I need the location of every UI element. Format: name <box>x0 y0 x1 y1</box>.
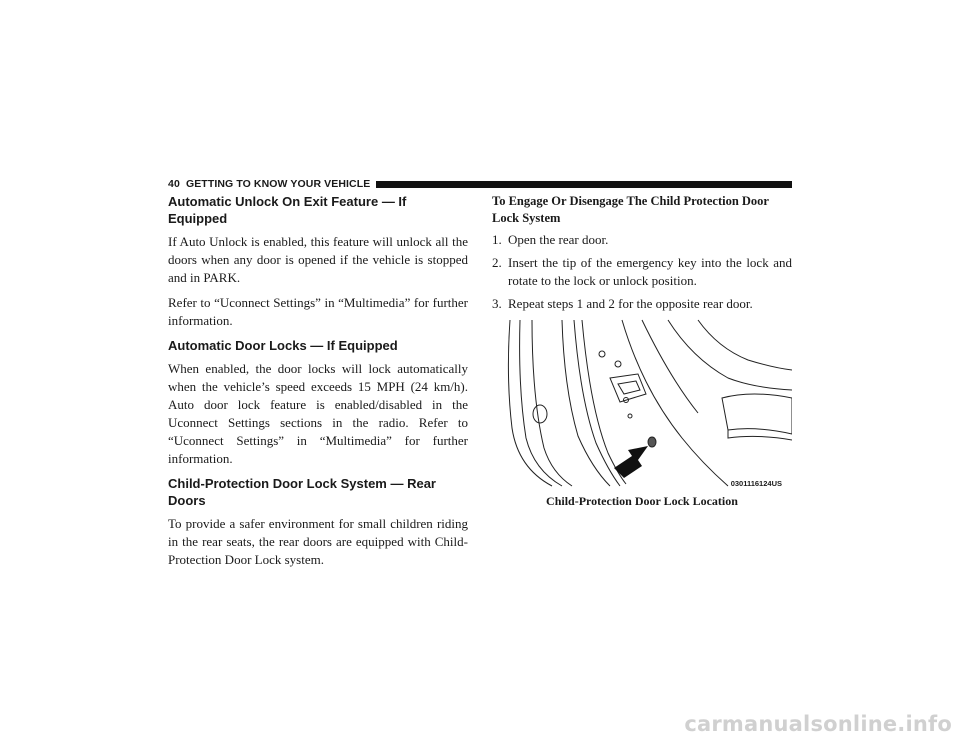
step-number: 2. <box>492 255 502 270</box>
section-title: GETTING TO KNOW YOUR VEHICLE <box>185 178 371 190</box>
heading-auto-door-locks: Automatic Door Locks — If Equipped <box>168 338 398 353</box>
page-number: 40 <box>168 178 180 190</box>
heading-auto-unlock: Automatic Unlock On Exit Feature — If Equipped <box>168 194 407 226</box>
step-text: Open the rear door. <box>508 232 609 247</box>
step-item <box>492 231 792 249</box>
door-jamb-line-drawing <box>492 318 792 490</box>
door-lock-illustration <box>492 318 792 490</box>
left-column <box>168 193 468 576</box>
watermark: carmanualsonline.info <box>684 712 952 736</box>
right-column <box>492 193 792 509</box>
heading-child-protection: Child-Protection Door Lock System — Rear Doors <box>168 476 436 508</box>
paragraph: Refer to “Uconnect Settings” in “Multimedia” for further information. <box>168 295 468 328</box>
header-title <box>168 178 370 190</box>
procedure-subheading: To Engage Or Disengage The Child Protection Door Lock System <box>492 194 769 225</box>
figure-code: 0301116124US <box>730 479 782 488</box>
paragraph: When enabled, the door locks will lock automatically when the vehicle’s speed exceeds 15 MPH (24 km/h). Auto door lock feature is enabled/disabled in the Uconnect Settings sections in the radio. Refer to “Uconnect Settings” in “Multimedia” for further information. <box>168 361 468 466</box>
figure-caption: Child-Protection Door Lock Location <box>546 494 738 508</box>
step-number: 3. <box>492 296 502 311</box>
step-number: 1. <box>492 232 502 247</box>
step-text: Repeat steps 1 and 2 for the opposite rear door. <box>508 296 753 311</box>
step-text: Insert the tip of the emergency key into the lock and rotate to the lock or unlock position. <box>508 255 792 288</box>
header-rule <box>376 181 792 188</box>
paragraph: To provide a safer environment for small children riding in the rear seats, the rear doors are equipped with Child-Protection Door Lock system. <box>168 516 468 567</box>
step-item <box>492 295 792 313</box>
paragraph: If Auto Unlock is enabled, this feature will unlock all the doors when any door is opened if the vehicle is stopped and in PARK. <box>168 234 468 285</box>
page-header <box>168 178 792 190</box>
step-item <box>492 254 792 290</box>
